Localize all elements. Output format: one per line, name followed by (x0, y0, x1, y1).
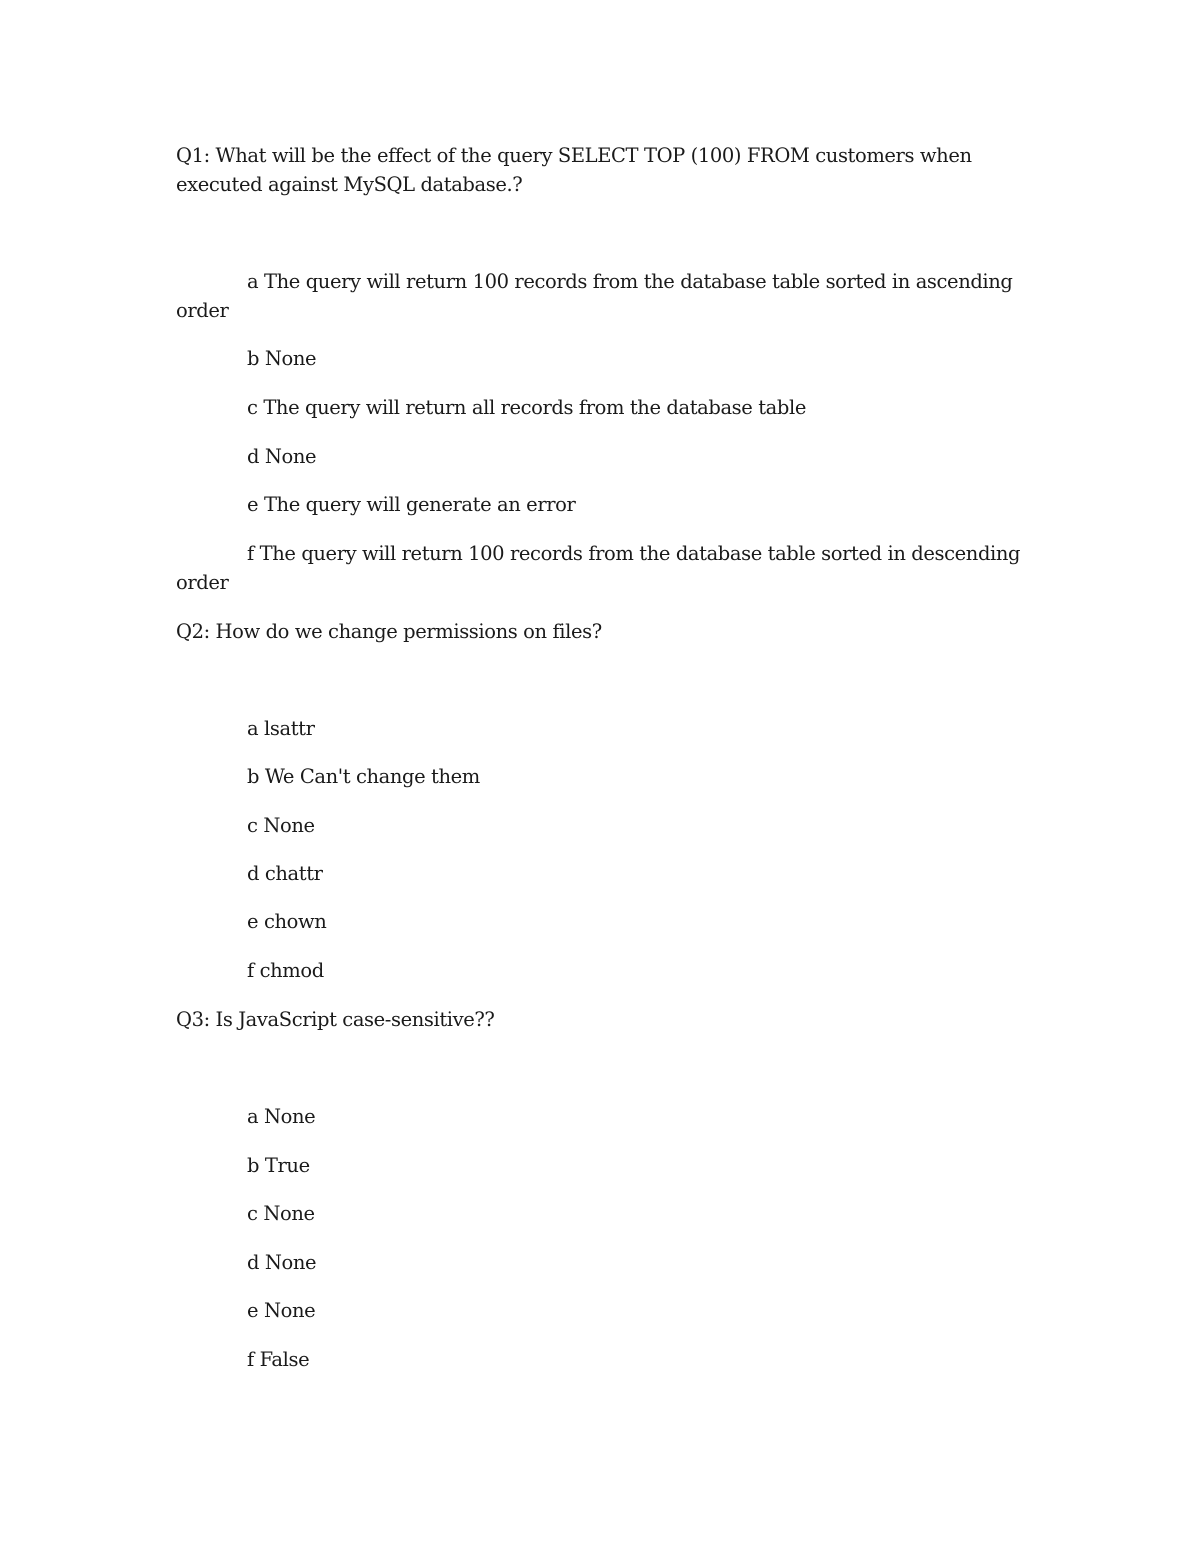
question-1-option-f: f The query will return 100 records from the database table sorted in descending order (176, 542, 1026, 594)
question-2-option-d: d chattr (247, 862, 323, 885)
question-1-text: Q1: What will be the effect of the query SELECT TOP (100) FROM customers when executed against MySQL database.? (176, 144, 978, 196)
question-3-option-f: f False (247, 1348, 310, 1371)
question-1-option-d: d None (247, 445, 317, 468)
question-2-option-c: c None (247, 814, 315, 837)
question-3-text: Q3: Is JavaScript case-sensitive?? (176, 1008, 495, 1031)
question-2-option-b: b We Can't change them (247, 765, 480, 788)
question-3-option-c: c None (247, 1202, 315, 1225)
question-2-option-f: f chmod (247, 959, 324, 982)
question-2-text: Q2: How do we change permissions on files? (176, 620, 602, 643)
question-3-option-d: d None (247, 1251, 317, 1274)
question-2-option-a: a lsattr (247, 717, 315, 740)
question-3-option-b: b True (247, 1154, 310, 1177)
question-1-option-c: c The query will return all records from the database table (247, 396, 806, 419)
question-1-option-b: b None (247, 347, 317, 370)
question-1-option-a: a The query will return 100 records from the database table sorted in ascending order (176, 270, 1019, 322)
question-2-option-e: e chown (247, 910, 327, 933)
question-3-option-e: e None (247, 1299, 316, 1322)
question-1-option-e: e The query will generate an error (247, 493, 576, 516)
question-3-option-a: a None (247, 1105, 316, 1128)
